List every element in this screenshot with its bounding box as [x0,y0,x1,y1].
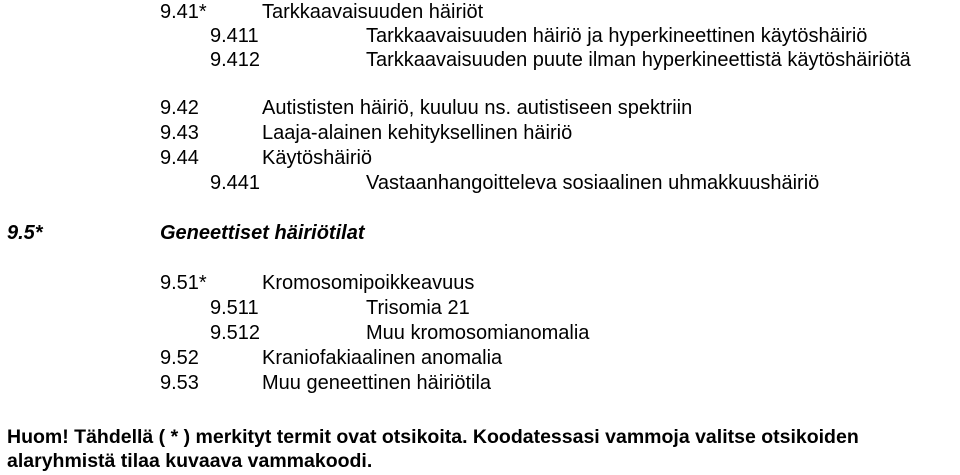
item-label: Kromosomipoikkeavuus [262,272,475,294]
item-code: 9.512 [210,322,261,344]
item-code: 9.43 [160,122,199,144]
item-label: Tarkkaavaisuuden häiriö ja hyperkineettinen käytöshäiriö [366,25,868,47]
item-label: Tarkkaavaisuuden häiriöt [262,1,484,23]
item-label: Trisomia 21 [366,297,470,319]
section-code: 9.5* [7,222,43,244]
section-title: Geneettiset häiriötilat [160,222,365,244]
note-line: Huom! Tähdellä ( * ) merkityt termit ovat otsikoita. Koodatessasi vammoja valitse otsikoiden [7,426,859,448]
note-line: alaryhmistä tilaa kuvaava vammakoodi. [7,450,373,472]
item-code: 9.51* [160,272,207,294]
item-label: Tarkkaavaisuuden puute ilman hyperkineettistä käytöshäiriötä [366,49,911,71]
item-code: 9.412 [210,49,261,71]
item-code: 9.41* [160,1,207,23]
item-label: Laaja-alainen kehityksellinen häiriö [262,122,573,144]
item-label: Muu geneettinen häiriötila [262,372,492,394]
coding-note [7,425,957,473]
item-code: 9.52 [160,347,199,369]
item-label: Muu kromosomianomalia [366,322,590,344]
item-label: Vastaanhangoitteleva sosiaalinen uhmakkuushäiriö [366,172,820,194]
item-label: Kraniofakiaalinen anomalia [262,347,503,369]
item-label: Autististen häiriö, kuuluu ns. autistiseen spektriin [262,97,693,119]
item-code: 9.441 [210,172,261,194]
item-code: 9.42 [160,97,199,119]
item-code: 9.411 [210,25,259,47]
item-label: Käytöshäiriö [262,147,373,169]
item-code: 9.53 [160,372,199,394]
item-code: 9.44 [160,147,199,169]
item-code: 9.511 [210,297,259,319]
